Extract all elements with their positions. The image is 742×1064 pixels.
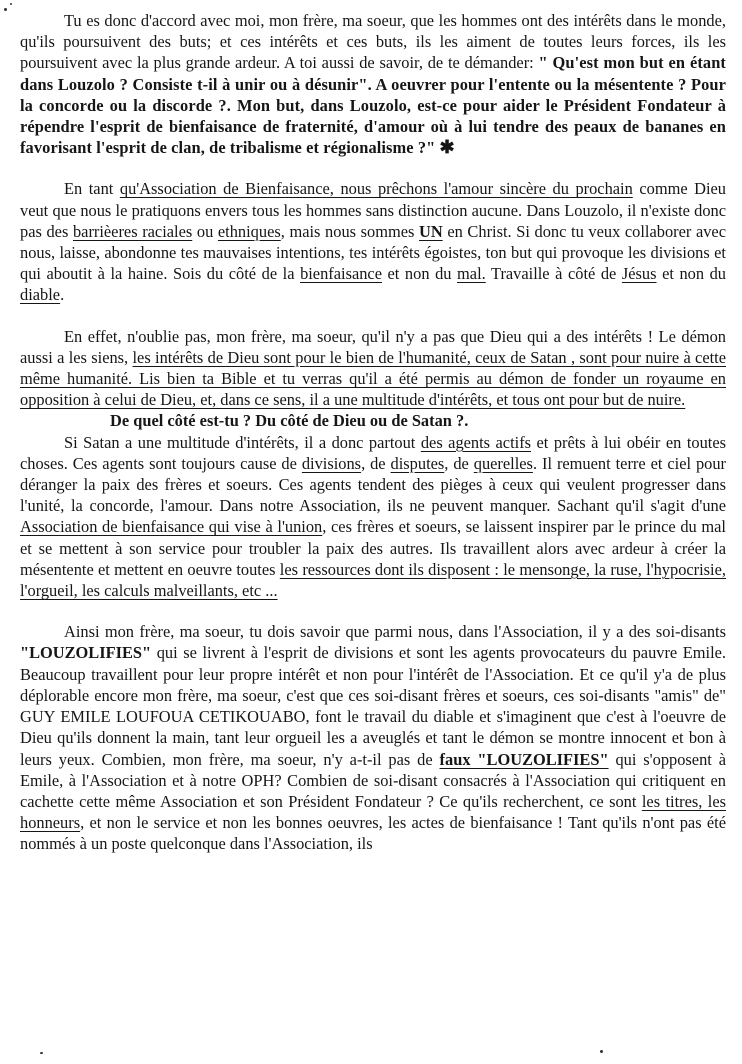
scan-speck (10, 3, 12, 5)
underlined-text: UN (419, 221, 443, 241)
text: En tant (64, 179, 120, 199)
underlined-text: disputes (390, 453, 445, 473)
underlined-text: diable (20, 285, 61, 305)
text: , ces frères et soeurs, se laissent inspirer par le prince du mal et se mettent à son service pour troubler la paix des autres. Ils travaillent alors avec ardeur à créer la mésentente et mettent en oeuvre toutes (20, 517, 726, 579)
underlined-text: Association de bienfaisance qui vise à l'union (20, 517, 323, 537)
text: , mais nous sommes (280, 221, 420, 241)
paragraph-5 (20, 621, 726, 854)
text: Ainsi mon frère, ma soeur, tu dois savoir que parmi nous, dans l'Association, il y a des soi-disants (64, 622, 726, 642)
text: et prêts à lui obéir en toutes choses. Ces agents sont toujours cause de (20, 432, 726, 473)
text: et non du (656, 264, 727, 284)
text: En effet, n'oublie pas, mon frère, ma soeur, qu'il n'y a pas que Dieu qui a des intérêts ! Le démon aussi a les siens, (20, 326, 726, 367)
text: Travaille à côté de (485, 264, 622, 284)
text: . Il remuent terre et ciel pour déranger la paix des frères et soeurs. Ces agents tendent des pièges à ceux qui veulent progresser dans l'unité, la concorde, l'amour. Dans notre Association, ils ne peuvent manquer. Sachant qu'il s'agit d'une (20, 453, 727, 516)
underlined-text: Jésus (621, 264, 657, 284)
paragraph-2 (20, 178, 726, 305)
paragraph-3 (20, 326, 726, 411)
underlined-text: des agents actifs (420, 432, 532, 452)
underlined-text: barrièeres raciales (72, 221, 193, 241)
paragraph-4 (20, 432, 726, 602)
scan-speck (4, 8, 7, 11)
text: Si Satan a une multitude d'intérêts, il a donc partout (64, 432, 421, 452)
section-heading: De quel côté est-tu ? Du côté de Dieu ou de Satan ?. (110, 411, 469, 431)
scan-speck (600, 1050, 603, 1053)
underlined-text: ethniques (217, 221, 281, 241)
underlined-text: divisions (301, 453, 362, 473)
underlined-text: les intérêts de Dieu sont pour le bien de l'humanité, ceux de Satan , sont pour nuire à cette même humanité. Lis bien ta Bible et tu verras qu'il a été permis au démon de fonder un royaume en opposition à celui de Dieu, et, dans ce sens, il a une multitude d'intérêts, et tous ont pour but de nuire. (20, 347, 726, 410)
underlined-text: faux "LOUZOLIFIES" (439, 749, 609, 769)
text: ou (192, 221, 218, 241)
text: qui s'opposent à Emile, à l'Association et à notre OPH? Combien de soi-disant consacrés à l'Association qui critiquent en cachette cette même Association et son Président Fondateur ? Ce qu'ils recherchent, ce sont (20, 749, 726, 811)
underlined-text: les ressources dont ils disposent : le mensonge, la ruse, l'hypocrisie, l'orgueil, les calculs malveillants, etc ... (20, 559, 726, 601)
bold-text: "LOUZOLIFIES" (20, 643, 152, 663)
paragraph-1 (20, 10, 726, 158)
text: , et non le service et non les bonnes oeuvres, les actes de bienfaisance ! Tant qu'ils n'ont pas été nommés à un poste quelconque dans l'Association, ils (20, 813, 726, 854)
text: . (60, 285, 65, 305)
p1-intro: Tu es donc d'accord avec moi, mon frère, ma soeur, que les hommes ont des intérêts dans le monde, qu'ils poursuivent des buts; et ces intérêts et ces buts, ils les aiment de toutes leurs forces, ils les poursuivent avec la plus grande ardeur. A toi aussi de savoir, de te démander: (20, 11, 726, 73)
underlined-text: qu'Association de Bienfaisance, nous prêchons l'amour sincère du prochain (119, 179, 633, 199)
text: et non du (381, 264, 458, 284)
asterisk-mark-icon: ✱ (439, 137, 455, 158)
underlined-text: bienfaisance (300, 264, 382, 284)
text: comme Dieu veut que nous le pratiquons envers tous les hommes sans distinction aucune. Dans Louzolo, il n'existe donc pas des (20, 179, 726, 241)
underlined-text: querelles (473, 453, 533, 473)
text: , de (444, 453, 474, 473)
underlined-text: mal. (457, 264, 486, 284)
document-page (20, 10, 726, 855)
p1-bold-question: " Qu'est mon but en étant dans Louzolo ? Consiste t-il à unir ou à désunir". A oeuvrer pour l'entente ou la mésentente ? Pour la concorde ou la discorde ?. Mon but, dans Louzolo, est-ce pour aider le Président Fondateur à répendre l'esprit de bienfaisance de fraternité, d'amour où à lui tendre des peaux de bananes en favorisant l'esprit de clan, de tribalisme et régionalisme ?" (20, 53, 726, 158)
text: , de (361, 453, 391, 473)
scan-speck (40, 1052, 43, 1054)
text: qui se livrent à l'esprit de divisions et sont les agents provocateurs du pauvre Emile. Beaucoup travaillent pour leur propre intérêt et non pour l'intérêt de l'Association. Et ce qu'il y'a de plus déplorable encore mon frère, ma soeur, c'est que ces soi-disant frères et soeurs, ces soi-disants "amis" de" GUY EMILE LOUFOUA CETIKOUABO, font le travail du diable et s'imaginent que c'est à l'oeuvre de Dieu qu'ils donnent la main, tant leur orgueil les a aveuglés et tant le démon se montre innocent et bon à leurs yeux. Combien, mon frère, ma soeur, n'y a-t-il pas de (20, 643, 726, 769)
underlined-text: les titres, les honneurs (20, 791, 726, 833)
text: en Christ. Si donc tu veux collaborer avec nous, laisse, abondonne tes mauvaises intentions, tes intérêts égoistes, ton but qui provoque les divisions et qui aboutit à la haine. Sois du côté de la (20, 221, 726, 284)
